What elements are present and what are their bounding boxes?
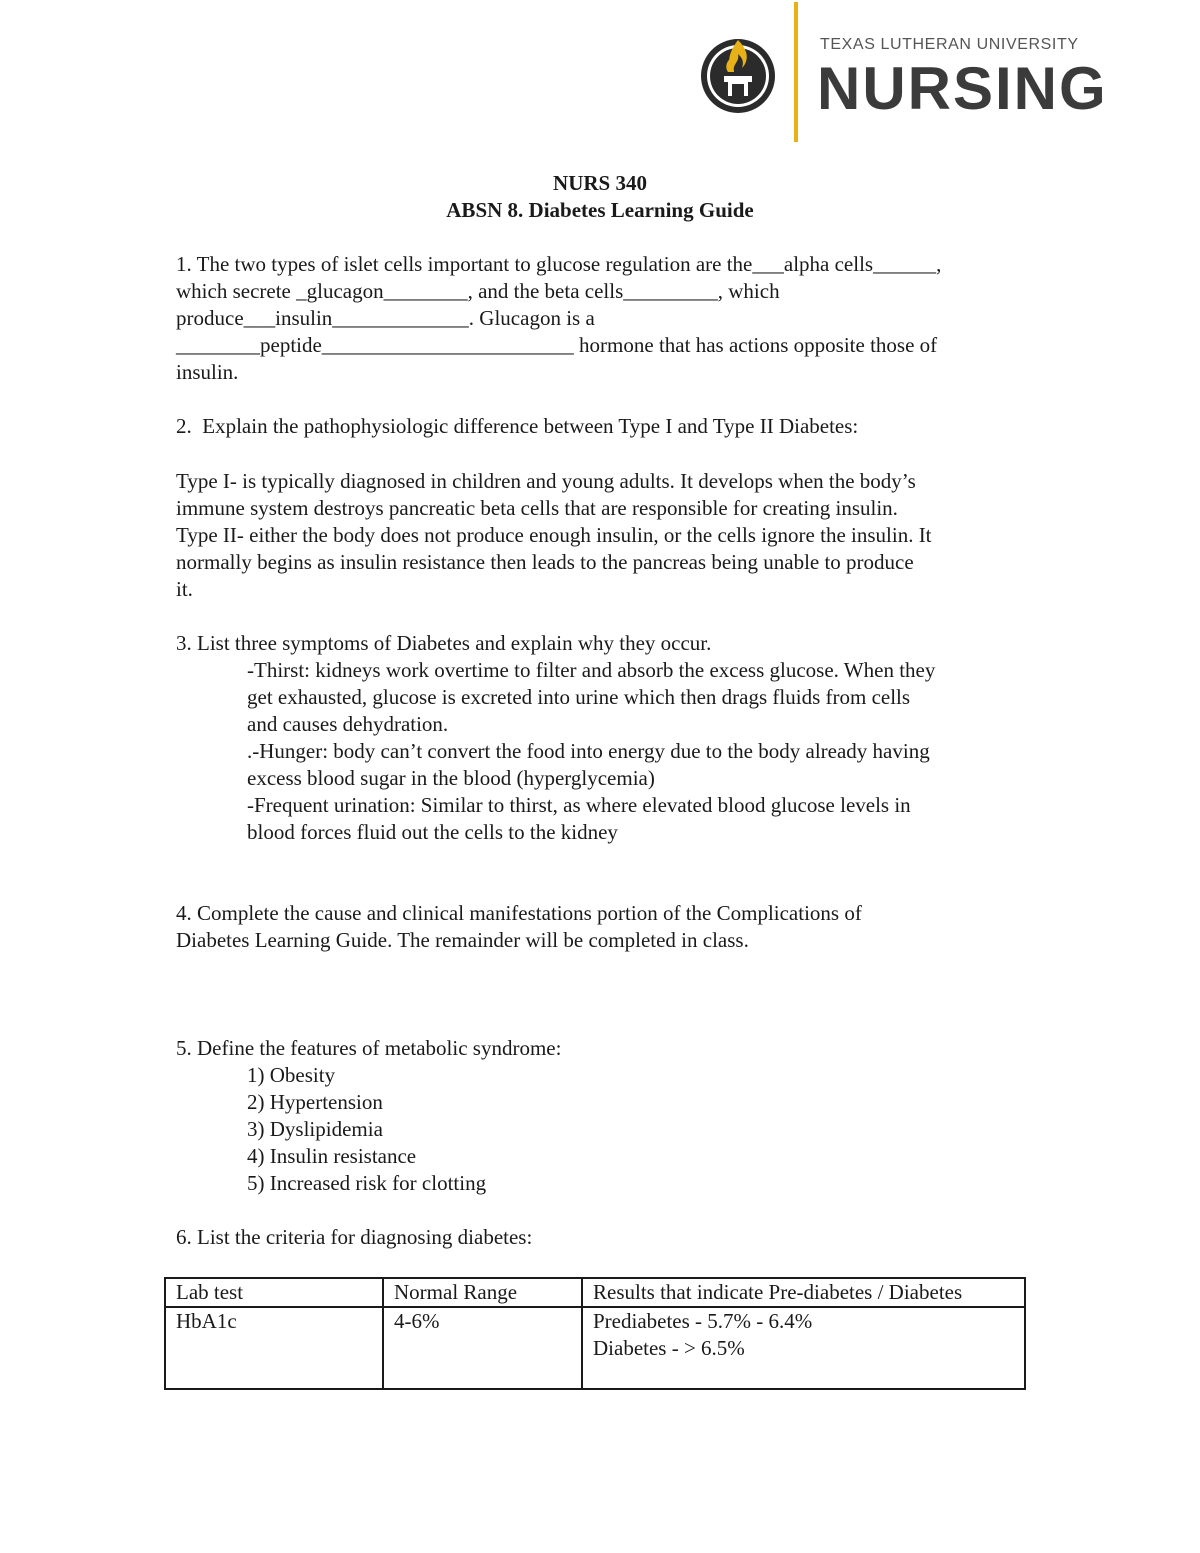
department-name: NURSING (817, 55, 1108, 122)
q4-line-2: Diabetes Learning Guide. The remainder will be completed in class. (176, 928, 749, 952)
university-logo (698, 2, 1128, 144)
course-code: NURS 340 (553, 171, 647, 195)
q5-item: 4) Insulin resistance (247, 1144, 417, 1168)
q2-answer-line-2: immune system destroys pancreatic beta cells that are responsible for creating insulin. (176, 496, 898, 520)
q3-answer-line-1: -Thirst: kidneys work overtime to filter and absorb the excess glucose. When they (247, 658, 936, 682)
q3-answer-line-4: .-Hunger: body can’t convert the food into energy due to the body already having (247, 739, 930, 763)
q2-answer-line-1: Type I- is typically diagnosed in children and young adults. It develops when the body’s (176, 469, 916, 493)
column-header: Results that indicate Pre-diabetes / Diabetes (582, 1278, 1025, 1307)
torch-emblem-icon (698, 32, 778, 116)
q1-line-5: insulin. (176, 360, 239, 384)
q2-answer-line-5: it. (176, 577, 193, 601)
prediabetes-result: Prediabetes - 5.7% - 6.4% (593, 1309, 813, 1333)
university-name: TEXAS LUTHERAN UNIVERSITY (820, 36, 1079, 53)
table-header-row (165, 1278, 1025, 1307)
results-cell (582, 1307, 1025, 1389)
q3-answer-line-6: -Frequent urination: Similar to thirst, as where elevated blood glucose levels in (247, 793, 911, 817)
q3-answer-line-7: blood forces fluid out the cells to the kidney (247, 820, 618, 844)
q2-answer-line-3: Type II- either the body does not produce enough insulin, or the cells ignore the insulin. It (176, 523, 932, 547)
q3-prompt: 3. List three symptoms of Diabetes and explain why they occur. (176, 631, 712, 655)
diagnosis-criteria-table (164, 1277, 1026, 1390)
column-header: Normal Range (383, 1278, 582, 1307)
normal-range-cell: 4-6% (383, 1307, 582, 1389)
column-header: Lab test (165, 1278, 383, 1307)
q6-prompt: 6. List the criteria for diagnosing diabetes: (176, 1225, 533, 1249)
q3-answer-line-5: excess blood sugar in the blood (hyperglycemia) (247, 766, 655, 790)
page-title: ABSN 8. Diabetes Learning Guide (446, 198, 754, 222)
q4-line-1: 4. Complete the cause and clinical manifestations portion of the Complications of (176, 901, 862, 925)
q2-answer-line-4: normally begins as insulin resistance then leads to the pancreas being unable to produce (176, 550, 914, 574)
q5-item: 2) Hypertension (247, 1090, 383, 1114)
q3-answer-line-2: get exhausted, glucose is excreted into urine which then drags fluids from cells (247, 685, 911, 709)
q5-item: 1) Obesity (247, 1063, 336, 1087)
q5-item: 3) Dyslipidemia (247, 1117, 383, 1141)
lab-test-cell: HbA1c (165, 1307, 383, 1389)
q1-line-1: 1. The two types of islet cells important to glucose regulation are the___alpha cells______, (176, 252, 942, 276)
q1-line-3: produce___insulin_____________. Glucagon is a (176, 306, 595, 330)
logo-divider (794, 2, 798, 142)
q5-item: 5) Increased risk for clotting (247, 1171, 487, 1195)
q2-prompt: 2. Explain the pathophysiologic difference between Type I and Type II Diabetes: (176, 414, 859, 438)
q3-answer-line-3: and causes dehydration. (247, 712, 449, 736)
q1-line-4: ________peptide________________________ hormone that has actions opposite those of (176, 333, 938, 357)
table-row (165, 1307, 1025, 1389)
q1-line-2: which secrete _glucagon________, and the beta cells_________, which (176, 279, 780, 303)
diabetes-result: Diabetes - > 6.5% (593, 1336, 745, 1360)
q5-prompt: 5. Define the features of metabolic syndrome: (176, 1036, 562, 1060)
